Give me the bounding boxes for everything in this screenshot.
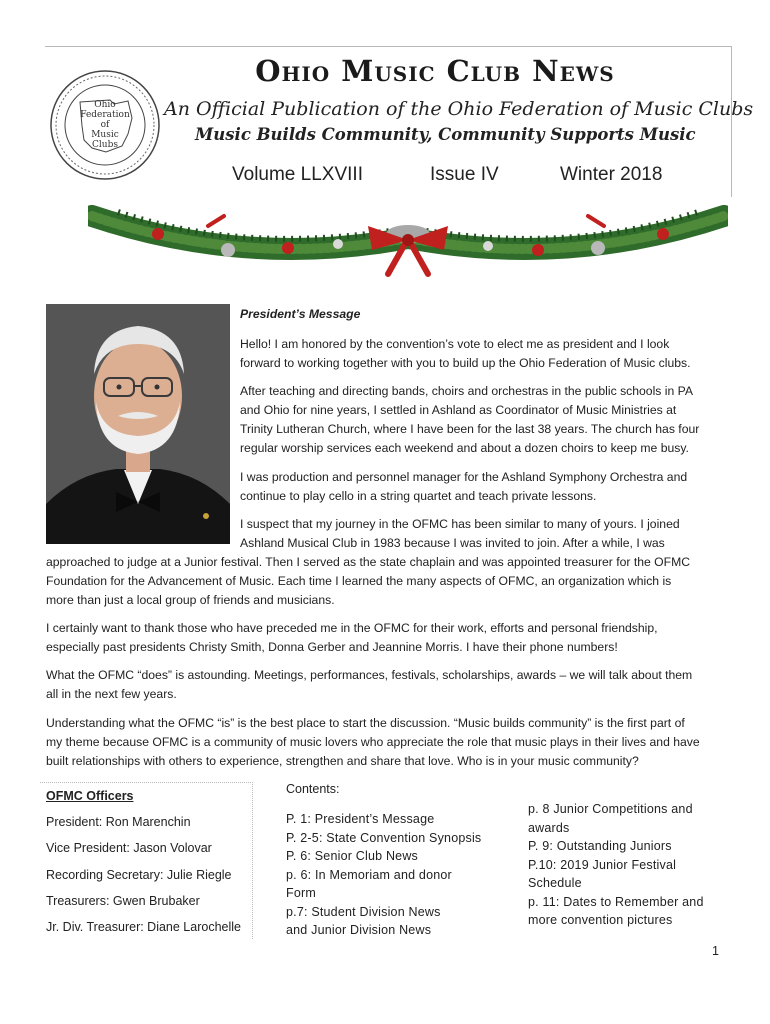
contents-item: P. 9: Outstanding Juniors [528, 839, 672, 853]
text-line: more than just a local group of friends and musicians. [46, 593, 335, 607]
officer-item: Treasurers: Gwen Brubaker [46, 894, 200, 908]
text-line: I suspect that my journey in the OFMC has been similar to many of yours. I joined [240, 517, 680, 531]
officers-title: OFMC Officers [46, 789, 134, 803]
text-line: especially past presidents Christy Smith, Donna Gerber and Jeannine Morris. I have their phone numbers! [46, 640, 618, 654]
text-line: regular worship services each weekend and about a dozen choirs to keep me busy. [240, 441, 689, 455]
seal-line: Federation [80, 110, 130, 120]
contents-item: P.10: 2019 Junior Festival [528, 857, 677, 872]
presidents-message-heading [240, 305, 360, 324]
contents-label: Contents: [286, 782, 340, 796]
contents-item: P. 2-5: State Convention Synopsis [286, 830, 482, 845]
text-line: continue to play cello in a string quartet and teach private lessons. [240, 489, 597, 503]
text-line: I was production and personnel manager for the Ashland Symphony Orchestra and [240, 470, 688, 484]
text-line: my theme because OFMC is a community of music lovers who appreciate the role that music plays in their lives and have [46, 735, 700, 749]
text-line: What the OFMC “does” is astounding. Meetings, performances, festivals, scholarships, awards – we will talk about them [46, 668, 693, 682]
text-line: Trinity Lutheran Church, where I have been for the last 38 years. The church has four [240, 422, 700, 436]
season-label: Winter 2018 [560, 164, 663, 185]
newsletter-title: Ohio Music Club News [255, 54, 615, 88]
contents-item: p. 6: In Memoriam and donor [286, 867, 452, 882]
seal-line: Clubs [92, 140, 118, 150]
contents-item: more convention pictures [528, 913, 673, 927]
president-paragraph-1 [240, 335, 691, 373]
officer-item: President: Ron Marenchin [46, 815, 191, 829]
volume-label: Volume LLXVIII [232, 164, 363, 185]
contents-item: P. 1: President’s Message [286, 812, 435, 826]
president-paragraph-4b [46, 553, 690, 610]
text-line: all in the next few years. [46, 687, 177, 701]
seal-text [48, 68, 162, 182]
contents-item: Schedule [528, 876, 582, 890]
text-line: and Ohio for nine years, I settled in Ashland as Coordinator of Music Ministries at [240, 403, 677, 417]
president-paragraph-7 [46, 714, 700, 771]
seal-line: of [100, 120, 110, 130]
officer-item: Vice President: Jason Volovar [46, 841, 212, 855]
seal-line: Ohio [94, 100, 116, 110]
president-paragraph-6 [46, 666, 692, 704]
newsletter-tagline: Music Builds Community, Community Supports Music [195, 125, 696, 144]
contents-item: p.7: Student Division News [286, 904, 441, 919]
page-number: 1 [712, 944, 719, 958]
text-line: After teaching and directing bands, choirs and orchestras in the public schools in PA [240, 384, 694, 398]
text-line: Hello! I am honored by the convention’s vote to elect me as president and I look [240, 337, 670, 351]
text-line: approached to judge at a Junior festival. Then I served as the state chaplain and was appointed treasurer for the OFMC [46, 555, 691, 569]
president-photo [46, 304, 230, 544]
president-paragraph-5 [46, 619, 658, 657]
ofmc-seal [48, 68, 162, 182]
holiday-garland [88, 198, 728, 280]
contents-item: awards [528, 820, 570, 835]
section-heading: President’s Message [240, 307, 361, 321]
text-line: I certainly want to thank those who have preceded me in the OFMC for their work, efforts and personal friendship, [46, 621, 658, 635]
contents-item: P. 6: Senior Club News [286, 849, 419, 863]
president-paragraph-2 [240, 382, 699, 458]
text-line: Understanding what the OFMC “is” is the best place to start the discussion. “Music builds community” is the first part of [46, 716, 685, 730]
president-paragraph-3 [240, 468, 687, 506]
text-line: forward to working together with you to build up the Ohio Federation of Music clubs. [240, 356, 691, 370]
officer-item: Recording Secretary: Julie Riegle [46, 868, 232, 882]
president-paragraph-4a [240, 515, 680, 553]
contents-item: and Junior Division News [286, 923, 432, 937]
contents-column-2 [528, 800, 704, 930]
newsletter-subtitle: An Official Publication of the Ohio Federation of Music Clubs [164, 98, 754, 120]
text-line: Foundation for the Advancement of Music. Each time I learned the many aspects of OFMC, an organization which is [46, 574, 672, 588]
contents-item: Form [286, 886, 316, 900]
contents-item: p. 8 Junior Competitions and [528, 802, 693, 816]
officer-item: Jr. Div. Treasurer: Diane Larochelle [46, 920, 241, 934]
contents-item: p. 11: Dates to Remember and [528, 894, 704, 909]
issue-label: Issue IV [430, 164, 499, 185]
contents-column-1 [286, 810, 481, 940]
seal-line: Music [91, 130, 119, 140]
officers-box [40, 782, 253, 939]
text-line: built relationships with others to experience, strengthen and share that love. Who is in your music community? [46, 754, 639, 768]
text-line: Ashland Musical Club in 1983 because I was invited to join. After a while, I was [240, 536, 665, 550]
